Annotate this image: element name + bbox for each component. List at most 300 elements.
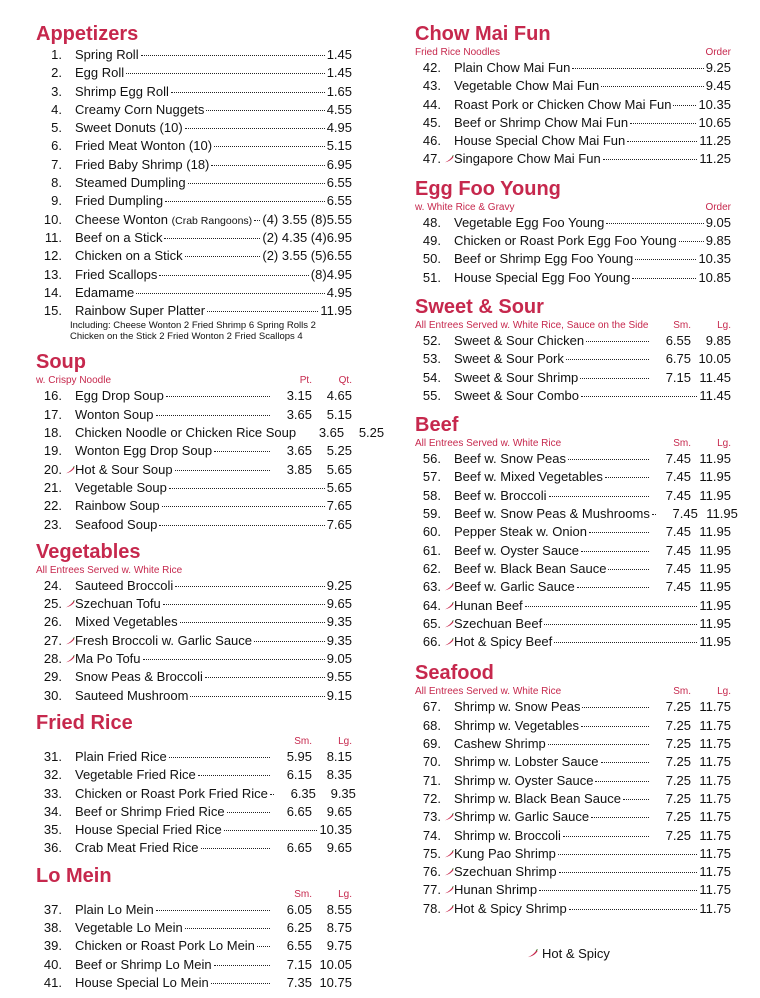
menu-item <box>415 790 731 808</box>
menu-item <box>36 803 352 821</box>
dot-leader <box>201 848 270 849</box>
item-name: Shrimp w. Vegetables <box>454 717 580 733</box>
chili-pepper-icon <box>527 946 538 961</box>
menu-item <box>36 748 352 766</box>
item-price-small: 6.65 <box>286 803 312 819</box>
item-number: 39. <box>43 938 62 954</box>
item-name: Szechuan Shrimp <box>454 864 557 880</box>
item-price-small: 7.25 <box>665 736 691 752</box>
item-description: Chicken on the Stick 2 Fried Wonton 2 Fried Scallops 4 <box>70 331 303 343</box>
item-price-small: 7.45 <box>665 560 691 576</box>
dot-leader <box>544 624 697 625</box>
dot-leader <box>548 744 649 745</box>
item-price-small: 7.45 <box>665 542 691 558</box>
menu-item <box>415 59 731 77</box>
item-price: 6.95 <box>326 156 352 172</box>
menu-item <box>415 597 731 615</box>
dot-leader <box>136 293 324 294</box>
item-price: 5.65 <box>326 479 352 495</box>
section-subheader <box>415 437 731 450</box>
item-name: House Special Chow Mai Fun <box>454 133 626 149</box>
dot-leader <box>206 110 324 111</box>
menu-item <box>36 577 352 595</box>
section-subheader <box>36 564 352 577</box>
dot-leader <box>188 183 325 184</box>
item-price-large: 5.25 <box>358 425 385 441</box>
item-price: 9.85 <box>705 233 731 249</box>
dot-leader <box>581 396 697 397</box>
item-price-small: 7.45 <box>665 469 691 485</box>
item-price-large: 10.05 <box>319 956 352 972</box>
dot-leader <box>581 551 649 552</box>
item-name: Egg Drop Soup <box>75 388 164 404</box>
item-name: Shrimp w. Black Bean Sauce <box>454 790 621 806</box>
chili-pepper-icon <box>64 637 75 645</box>
chili-pepper-icon <box>64 466 75 474</box>
chili-pepper-icon <box>443 813 454 821</box>
item-price-large: 11.95 <box>699 487 731 503</box>
item-price: 1.45 <box>326 65 352 81</box>
item-number: 64. <box>422 597 441 613</box>
item-list <box>415 698 731 918</box>
item-number: 59. <box>422 506 441 522</box>
item-name: Fried Meat Wonton (10) <box>75 138 213 154</box>
dot-leader <box>185 928 270 929</box>
section-beef <box>415 413 738 651</box>
section-subtitle: All Entrees Served w. White Rice, Sauce on the Side <box>415 319 649 331</box>
menu-item <box>36 83 352 101</box>
item-price-small: 7.25 <box>665 790 691 806</box>
item-name: Sauteed Mushroom <box>75 687 189 703</box>
item-price-small: 6.35 <box>290 785 316 801</box>
item-name: Fresh Broccoli w. Garlic Sauce <box>75 632 253 648</box>
item-name: Singapore Chow Mai Fun <box>454 151 601 167</box>
item-price: 4.55 <box>326 101 352 117</box>
item-number: 58. <box>422 487 441 503</box>
menu-item <box>415 542 731 560</box>
chili-pepper-icon <box>443 905 454 913</box>
item-name: Beef w. Broccoli <box>454 487 547 503</box>
item-number: 36. <box>43 840 62 856</box>
item-name: Vegetable Lo Mein <box>75 919 183 935</box>
item-number: 1. <box>51 47 62 62</box>
item-price-large: 11.95 <box>699 469 731 485</box>
item-price-large: 11.75 <box>699 754 731 770</box>
menu-item <box>415 735 731 753</box>
item-number: 11. <box>44 229 62 245</box>
item-name: Egg Roll <box>75 65 125 81</box>
item-price-large: 11.95 <box>699 542 731 558</box>
item-price: 9.25 <box>326 577 352 593</box>
item-price: 11.95 <box>699 615 731 631</box>
item-price-large: 10.75 <box>319 974 352 990</box>
item-name: Beef w. Oyster Sauce <box>454 542 580 558</box>
menu-item <box>415 387 731 405</box>
menu-item <box>36 64 352 82</box>
item-number: 29. <box>43 669 62 685</box>
section-subheader <box>415 201 731 214</box>
legend-label: Hot & Spicy <box>542 946 610 961</box>
menu-item <box>415 863 731 881</box>
chili-pepper-icon <box>64 655 75 663</box>
item-number: 30. <box>43 687 62 703</box>
dot-leader <box>559 872 698 873</box>
item-price: 5.55 <box>326 211 352 227</box>
item-number: 5. <box>51 120 62 136</box>
item-name: Beef w. Black Bean Sauce <box>454 560 607 576</box>
item-price: 11.75 <box>699 864 731 880</box>
item-number: 14. <box>43 284 62 300</box>
item-name: Vegetable Fried Rice <box>75 767 196 783</box>
size-header-small: Sm. <box>673 686 691 698</box>
dot-leader <box>577 587 649 588</box>
menu-item <box>36 650 352 668</box>
item-price-large: 9.85 <box>705 332 731 348</box>
menu-item <box>36 247 352 265</box>
menu-item <box>36 137 352 155</box>
item-price-large: 8.15 <box>326 748 352 764</box>
item-price-large: 5.25 <box>326 443 352 459</box>
dot-leader <box>635 259 696 260</box>
item-price-small: 3.85 <box>286 461 312 477</box>
item-number: 42. <box>422 60 441 75</box>
item-name: Hunan Shrimp <box>454 882 538 898</box>
dot-leader <box>159 525 324 526</box>
item-name: Shrimp w. Lobster Sauce <box>454 754 599 770</box>
menu-item <box>36 302 352 320</box>
item-name: Chicken Noodle or Chicken Rice Soup <box>75 425 297 441</box>
dot-leader <box>568 459 649 460</box>
item-number: 26. <box>43 614 62 630</box>
item-name: Steamed Dumpling <box>75 175 186 191</box>
item-name: Mixed Vegetables <box>75 614 178 630</box>
dot-leader <box>623 799 649 800</box>
item-number: 35. <box>43 822 62 838</box>
item-number: 40. <box>43 956 62 972</box>
item-price-large: 11.75 <box>699 717 731 733</box>
menu-item <box>415 900 731 918</box>
menu-item <box>36 479 352 497</box>
item-price-large: 11.95 <box>699 524 731 540</box>
item-price-small: 3.65 <box>286 406 312 422</box>
section-title: Fried Rice <box>36 711 133 734</box>
item-price: 9.45 <box>705 78 731 94</box>
item-name: Chicken on a Stick <box>75 248 183 264</box>
item-name: Beef w. Snow Peas & Mushrooms <box>454 506 650 522</box>
dot-leader <box>601 762 649 763</box>
item-price: 7.65 <box>326 498 352 514</box>
item-number: 13. <box>43 266 62 282</box>
item-price-large: 4.65 <box>326 388 352 404</box>
dot-leader <box>207 311 318 312</box>
section-title: Appetizers <box>36 23 139 45</box>
item-number: 7. <box>51 156 62 172</box>
menu-item <box>415 250 731 268</box>
item-price: 9.35 <box>326 632 352 648</box>
item-list <box>36 577 352 705</box>
dot-leader <box>164 238 260 239</box>
dot-leader <box>652 514 656 515</box>
item-price-small: 6.55 <box>286 938 312 954</box>
item-name: Wonton Egg Drop Soup <box>75 443 213 459</box>
menu-item <box>415 808 731 826</box>
menu-item <box>36 497 352 515</box>
size-header-order: Order <box>705 47 731 58</box>
item-price-small: 7.45 <box>665 524 691 540</box>
dot-leader <box>601 86 703 87</box>
item-name: Beef or Shrimp Lo Mein <box>75 956 212 972</box>
item-name: Chicken or Roast Pork Egg Foo Young <box>454 233 677 249</box>
chili-pepper-icon <box>443 638 454 646</box>
menu-item <box>415 615 731 633</box>
item-number: 18. <box>43 425 62 441</box>
item-price: 9.05 <box>326 651 352 667</box>
dot-leader <box>205 677 325 678</box>
item-number: 6. <box>51 138 62 154</box>
item-name: Wonton Soup <box>75 406 154 422</box>
menu-item <box>415 560 731 578</box>
item-name: Szechuan Tofu <box>75 596 161 612</box>
item-list <box>36 748 356 858</box>
item-number: 66. <box>422 634 441 650</box>
dot-leader <box>214 451 270 452</box>
item-price: 9.35 <box>326 614 352 630</box>
item-list <box>36 46 352 320</box>
dot-leader <box>198 775 270 776</box>
menu-item <box>415 232 731 250</box>
menu-item <box>36 668 352 686</box>
section-title: Chow Mai Fun <box>415 23 551 45</box>
menu-item <box>415 505 738 523</box>
section-vegetables <box>36 540 352 705</box>
chili-pepper-icon <box>443 155 454 163</box>
item-name: Rainbow Super Platter <box>75 303 206 319</box>
section-appetizers <box>36 22 352 342</box>
item-price: 1.65 <box>326 83 352 99</box>
item-name: Shrimp w. Oyster Sauce <box>454 772 594 788</box>
item-price-small: 7.25 <box>665 717 691 733</box>
section-title: Seafood <box>415 662 494 685</box>
item-list <box>415 59 731 169</box>
menu-item <box>415 350 731 368</box>
item-price-large: 10.05 <box>698 351 731 367</box>
item-price: 11.75 <box>699 900 731 916</box>
item-price: 11.95 <box>699 597 731 613</box>
menu-item <box>36 266 352 284</box>
item-price: 11.95 <box>699 634 731 650</box>
item-name: House Special Egg Foo Young <box>454 269 631 285</box>
item-name: Fried Scallops <box>75 266 158 282</box>
dot-leader <box>558 854 698 855</box>
size-header-order: Order <box>705 201 731 213</box>
item-name: Plain Fried Rice <box>75 748 167 764</box>
size-header-large: Lg. <box>338 735 352 747</box>
dot-leader <box>679 241 704 242</box>
item-list <box>415 450 738 651</box>
item-price-large: 11.95 <box>706 506 738 522</box>
menu-item <box>415 772 731 790</box>
item-number: 70. <box>422 754 441 770</box>
item-price: 6.95 <box>326 229 352 245</box>
item-name: Shrimp w. Broccoli <box>454 827 561 843</box>
menu-item <box>415 77 731 95</box>
item-number: 61. <box>422 542 441 558</box>
menu-item <box>36 101 352 119</box>
size-header-large: Lg. <box>717 686 731 698</box>
section-chow-mai-fun <box>415 22 731 169</box>
item-name: Cashew Shrimp <box>454 736 546 752</box>
dot-leader <box>185 256 261 257</box>
item-name: Snow Peas & Broccoli <box>75 669 203 685</box>
menu-item <box>36 119 352 137</box>
item-list <box>415 214 731 287</box>
dot-leader <box>126 73 325 74</box>
section-subtitle: All Entrees Served w. White Rice <box>36 564 183 576</box>
item-qty-price: (2) 4.35 (4) <box>262 229 327 245</box>
item-price-small: 7.45 <box>665 579 691 595</box>
menu-item <box>36 156 352 174</box>
item-price-large: 9.65 <box>326 803 352 819</box>
section-subheader <box>415 46 731 59</box>
item-name: Sauteed Broccoli <box>75 577 174 593</box>
item-number: 24. <box>43 577 62 593</box>
dot-leader <box>190 696 324 697</box>
dot-leader <box>211 983 270 984</box>
section-subtitle: All Entrees Served w. White Rice <box>415 438 562 450</box>
menu-item <box>415 881 731 899</box>
item-price: 1.45 <box>326 47 352 62</box>
dot-leader <box>581 726 649 727</box>
item-name: Shrimp w. Snow Peas <box>454 699 581 715</box>
item-price-large: 11.75 <box>699 772 731 788</box>
dot-leader <box>554 642 697 643</box>
menu-item <box>36 46 352 64</box>
item-price: 11.75 <box>699 882 731 898</box>
item-name: Spring Roll <box>75 47 139 62</box>
item-number: 74. <box>422 827 441 843</box>
item-name: Beef on a Stick <box>75 229 163 245</box>
menu-item <box>36 174 352 192</box>
menu-item <box>36 766 352 784</box>
dot-leader <box>589 532 649 533</box>
menu-item <box>36 229 352 247</box>
size-header-small: Sm. <box>294 888 312 900</box>
dot-leader <box>549 496 650 497</box>
dot-leader <box>159 275 308 276</box>
item-list <box>36 901 352 992</box>
item-price-small: 6.05 <box>286 901 312 917</box>
item-number: 69. <box>422 736 441 752</box>
item-number: 46. <box>422 133 441 149</box>
dot-leader <box>591 817 649 818</box>
dot-leader <box>270 794 274 795</box>
item-price-small: 3.65 <box>318 425 345 441</box>
menu-item <box>36 387 352 405</box>
item-price-large: 8.75 <box>326 919 352 935</box>
section-title: Beef <box>415 414 459 437</box>
menu-right-column <box>415 22 738 920</box>
dot-leader <box>214 146 325 147</box>
menu-item <box>415 332 731 350</box>
item-name: Seafood Soup <box>75 516 158 532</box>
item-price: 5.15 <box>326 138 352 154</box>
item-price-large: 5.65 <box>326 461 352 477</box>
item-name: Beef or Shrimp Egg Foo Young <box>454 251 634 267</box>
chili-pepper-icon <box>443 868 454 876</box>
item-qty-price: (8) <box>310 266 327 282</box>
menu-item <box>36 406 352 424</box>
item-description: Including: Cheese Wonton 2 Fried Shrimp 6 Spring Rolls 2 <box>70 320 316 332</box>
menu-item <box>415 487 731 505</box>
menu-item <box>36 461 352 479</box>
item-name: Edamame <box>75 284 135 300</box>
item-number: 28. <box>43 651 62 667</box>
item-price: 9.25 <box>705 60 731 75</box>
menu-item <box>415 269 731 287</box>
item-price-small: 7.35 <box>286 974 312 990</box>
dot-leader <box>627 141 697 142</box>
item-price: 10.85 <box>698 269 731 285</box>
chili-pepper-icon <box>443 886 454 894</box>
menu-left-column <box>36 22 385 994</box>
item-number: 12. <box>43 248 62 264</box>
item-number: 44. <box>422 96 441 112</box>
item-name: House Special Lo Mein <box>75 974 209 990</box>
dot-leader <box>630 123 696 124</box>
menu-item <box>36 516 352 534</box>
dot-leader <box>257 946 270 947</box>
item-number: 78. <box>422 900 441 916</box>
dot-leader <box>572 68 703 69</box>
dot-leader <box>166 396 270 397</box>
dot-leader <box>525 606 698 607</box>
dot-leader <box>143 659 325 660</box>
size-header-large: Lg. <box>717 438 731 450</box>
size-header-large: Lg. <box>338 888 352 900</box>
dot-leader <box>632 278 696 279</box>
section-subtitle: w. White Rice & Gravy <box>415 201 515 213</box>
section-subtitle: All Entrees Served w. White Rice <box>415 686 562 698</box>
item-name: Vegetable Chow Mai Fun <box>454 78 600 94</box>
item-number: 48. <box>422 214 441 230</box>
item-price: 9.15 <box>326 687 352 703</box>
item-name: Hot & Sour Soup <box>75 461 173 477</box>
item-price: 4.95 <box>326 120 352 136</box>
item-name-note: (Crab Rangoons) <box>171 214 253 227</box>
item-number: 3. <box>51 83 62 99</box>
item-name: Plain Chow Mai Fun <box>454 60 571 75</box>
item-number: 33. <box>43 785 62 801</box>
section-title: Vegetables <box>36 540 141 563</box>
menu-item <box>415 450 731 468</box>
item-price-large: 11.75 <box>699 809 731 825</box>
menu-item <box>36 937 352 955</box>
dot-leader <box>582 707 649 708</box>
item-number: 2. <box>51 65 62 81</box>
section-subtitle: w. Crispy Noodle <box>36 375 112 387</box>
menu-item <box>415 96 731 114</box>
item-name: Sweet & Sour Shrimp <box>454 369 579 385</box>
chili-pepper-icon <box>64 600 75 608</box>
item-name: Beef or Shrimp Chow Mai Fun <box>454 114 629 130</box>
item-name: Vegetable Egg Foo Young <box>454 214 605 230</box>
item-price-large: 9.65 <box>326 840 352 856</box>
item-number: 15. <box>43 303 62 319</box>
menu-item <box>415 150 731 168</box>
menu-item <box>415 753 731 771</box>
item-number: 8. <box>51 175 62 191</box>
item-price: 11.75 <box>699 845 731 861</box>
